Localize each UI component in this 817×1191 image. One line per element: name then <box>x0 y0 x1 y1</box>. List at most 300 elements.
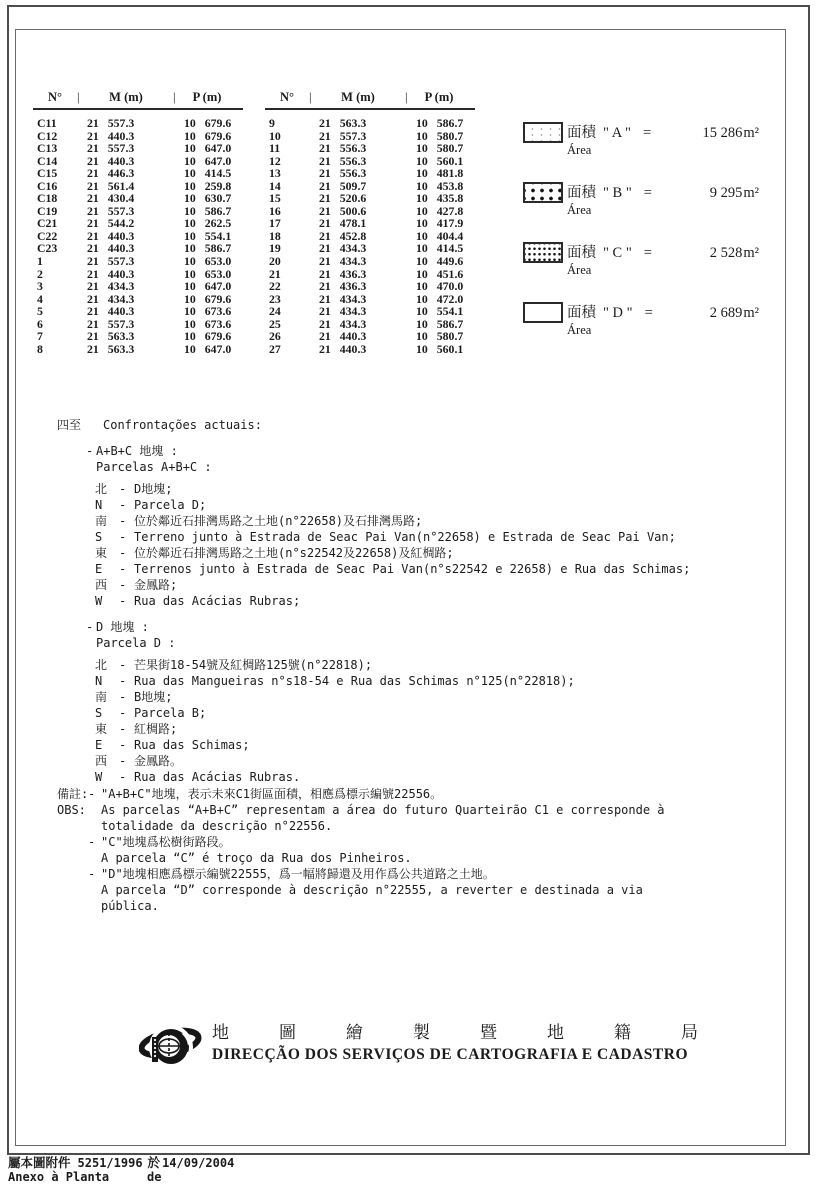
group-title-pt: Parcelas A+B+C : <box>96 460 212 474</box>
point-id: 16 <box>269 203 281 218</box>
point-id: C11 <box>37 116 57 130</box>
point-id: 17 <box>269 216 281 231</box>
point-id: 8 <box>37 341 43 356</box>
parcel-group-d <box>57 619 690 785</box>
remark-text: pública. <box>101 899 159 913</box>
point-id: C13 <box>37 141 58 156</box>
direction-tag: W <box>95 770 103 784</box>
m-value: 21 440.3 <box>87 153 135 168</box>
header-point-number: N° <box>279 90 295 104</box>
boundary-text: 金鳳路。 <box>134 754 183 768</box>
boundary-lines <box>57 657 690 785</box>
table-row <box>265 142 477 155</box>
point-id: 6 <box>37 316 43 331</box>
remark-text: totalidade da descrição n°22556. <box>101 819 333 833</box>
m-value: 21 434.3 <box>319 241 367 256</box>
dash <box>88 818 101 834</box>
header-p-coordinate: P (m) <box>424 90 454 104</box>
m-value: 21 557.3 <box>87 116 135 130</box>
point-id: 14 <box>269 178 281 193</box>
table-row <box>265 343 477 356</box>
legend-item <box>523 181 761 241</box>
remarks-section <box>57 786 665 914</box>
direction-tag: E <box>95 738 103 752</box>
table-header <box>265 90 475 110</box>
p-value: 10 481.8 <box>416 166 464 181</box>
point-id: 1 <box>37 254 43 269</box>
boundary-line <box>95 513 690 529</box>
m-value: 21 563.3 <box>319 116 367 130</box>
boundary-text: Parcela B; <box>134 706 207 720</box>
p-value: 10 554.1 <box>184 228 232 243</box>
table-body <box>265 117 477 355</box>
table-row <box>33 255 245 268</box>
direction-tag: S <box>95 706 103 720</box>
m-value: 21 434.3 <box>319 291 367 306</box>
point-id: C18 <box>37 191 58 206</box>
header-separator: | <box>173 90 176 104</box>
p-value: 10 427.8 <box>416 203 464 218</box>
legend-line <box>567 181 759 202</box>
table-row <box>265 280 477 293</box>
boundary-text: Terrenos junto à Estrada de Seac Pai Van(n°s22542 e 22658) e Rua das Schimas; <box>134 562 691 576</box>
m-value: 21 557.3 <box>87 316 135 331</box>
boundary-line <box>95 721 690 737</box>
p-value: 10 673.6 <box>184 316 232 331</box>
dash: - <box>88 787 96 801</box>
group-header-zh <box>86 619 690 635</box>
m-value: 21 557.3 <box>87 203 135 218</box>
point-id: 21 <box>269 266 281 281</box>
remark-text: "C"地塊爲松樹街路段。 <box>101 835 231 849</box>
header-separator: | <box>405 90 408 104</box>
point-id: 27 <box>269 341 281 356</box>
header-m-coordinate: M (m) <box>109 90 143 104</box>
table-row <box>265 167 477 180</box>
dash <box>88 898 101 914</box>
dash: - <box>119 530 127 544</box>
m-value: 21 556.3 <box>319 166 367 181</box>
m-value: 21 520.6 <box>319 191 367 206</box>
boundary-line <box>95 497 690 513</box>
remark-line <box>88 786 665 802</box>
header-separator: | <box>77 90 80 104</box>
point-id: 26 <box>269 329 281 344</box>
boundary-text: Rua das Mangueiras n°s18-54 e Rua das Schimas n°125(n°22818); <box>134 674 575 688</box>
p-value: 10 673.6 <box>184 304 232 319</box>
direction-tag: N <box>95 498 103 512</box>
p-value: 10 630.7 <box>184 191 232 206</box>
point-id: 11 <box>269 141 281 156</box>
dash <box>88 850 101 866</box>
area-label-pt: Área <box>567 263 592 277</box>
dash: - <box>86 620 94 634</box>
p-value: 10 560.1 <box>416 153 464 168</box>
equals-sign: = <box>644 305 653 321</box>
point-id: C23 <box>37 241 58 256</box>
p-value: 10 470.0 <box>416 279 464 294</box>
p-value: 10 647.0 <box>184 279 232 294</box>
direction-tag: 南 <box>95 690 108 704</box>
table-row <box>265 192 477 205</box>
p-value: 10 472.0 <box>416 291 464 306</box>
area-letter: " D " <box>603 305 633 321</box>
remark-text: "A+B+C"地塊，表示未來C1街區面積，相應爲標示編號22556。 <box>101 787 443 801</box>
dash <box>88 802 101 818</box>
m-value: 21 561.4 <box>87 178 135 193</box>
dash: - <box>119 690 127 704</box>
legend-text <box>567 241 759 278</box>
p-value: 10 417.9 <box>416 216 464 231</box>
area-label-pt: Área <box>567 323 592 337</box>
p-value: 10 679.6 <box>184 329 232 344</box>
area-pattern-swatch <box>523 302 563 323</box>
boundary-text: Rua das Acácias Rubras. <box>134 770 301 784</box>
direction-tag: 北 <box>95 482 108 496</box>
boundary-text: Parcela D; <box>134 498 207 512</box>
point-id: C14 <box>37 153 58 168</box>
point-id: C12 <box>37 128 58 143</box>
remark-text: "D"地塊相應爲標示編號22555，爲一幅將歸還及用作爲公共道路之土地。 <box>101 867 495 881</box>
direction-tag: E <box>95 562 103 576</box>
boundary-line <box>95 769 690 785</box>
boundary-line <box>95 529 690 545</box>
point-id: C15 <box>37 166 58 181</box>
agency-name-zh: 地 圖 繪 製 暨 地 籍 局 <box>212 1023 699 1042</box>
boundary-line <box>95 593 690 609</box>
direction-tag: 西 <box>95 754 108 768</box>
remark-line <box>88 898 665 914</box>
legend-line <box>567 121 759 142</box>
p-value: 10 580.7 <box>416 128 464 143</box>
area-label-zh: 面積 <box>567 245 596 261</box>
area-legend <box>523 121 761 361</box>
legend-text <box>567 181 759 218</box>
area-pattern-swatch <box>523 122 563 143</box>
table-row <box>33 117 245 130</box>
m-value: 21 436.3 <box>319 279 367 294</box>
group-title-zh: D 地塊 : <box>96 620 149 634</box>
point-id: 4 <box>37 291 43 306</box>
group-header-zh <box>86 443 690 459</box>
area-value: 9 295 <box>709 185 743 201</box>
boundary-text: B地塊; <box>134 690 173 704</box>
m-value: 21 557.3 <box>87 254 135 269</box>
dash: - <box>119 578 127 592</box>
direction-tag: 東 <box>95 546 108 560</box>
boundary-line <box>95 577 690 593</box>
legend-item <box>523 301 761 361</box>
remarks-lines <box>88 786 665 914</box>
remark-line <box>88 866 665 882</box>
m-value: 21 440.3 <box>319 341 367 356</box>
point-id: 3 <box>37 279 43 294</box>
group-title-pt: Parcela D : <box>96 636 176 650</box>
p-value: 10 586.7 <box>416 116 464 130</box>
point-id: 15 <box>269 191 281 206</box>
remark-line <box>88 802 665 818</box>
area-letter: " A " <box>603 125 631 141</box>
direction-tag: 東 <box>95 722 108 736</box>
m-value: 21 434.3 <box>319 316 367 331</box>
m-value: 21 434.3 <box>319 254 367 269</box>
boundary-text: 紅椆路; <box>134 722 178 736</box>
remarks-label-zh: 備註: <box>57 787 89 801</box>
point-id: 7 <box>37 329 43 344</box>
remark-line <box>88 850 665 866</box>
p-value: 10 586.7 <box>184 241 232 256</box>
boundary-line <box>95 561 690 577</box>
area-pattern-swatch <box>523 242 563 263</box>
direction-tag: W <box>95 594 103 608</box>
agency-block <box>0 1016 817 1086</box>
dash: - <box>119 562 127 576</box>
p-value: 10 586.7 <box>184 203 232 218</box>
p-value: 10 404.4 <box>416 228 464 243</box>
remarks-label-pt: OBS: <box>57 803 86 817</box>
dash: - <box>119 770 127 784</box>
p-value: 10 580.7 <box>416 329 464 344</box>
boundary-text: Rua das Acácias Rubras; <box>134 594 301 608</box>
p-value: 10 414.5 <box>416 241 464 256</box>
dash: - <box>119 706 127 720</box>
dash: - <box>86 444 94 458</box>
m-value: 21 500.6 <box>319 203 367 218</box>
m-value: 21 440.3 <box>87 304 135 319</box>
equals-sign: = <box>643 245 652 261</box>
remark-text: A parcela “D” corresponde à descrição n°22555, a reverter e destinada a via <box>101 883 643 897</box>
p-value: 10 451.6 <box>416 266 464 281</box>
direction-tag: S <box>95 530 103 544</box>
m-value: 21 440.3 <box>87 266 135 281</box>
legend-item <box>523 121 761 181</box>
dash: - <box>119 514 127 528</box>
p-value: 10 554.1 <box>416 304 464 319</box>
footer-line-pt <box>8 1170 234 1184</box>
remark-text: A parcela “C” é troço da Rua dos Pinheiros. <box>101 851 412 865</box>
dash: - <box>88 867 96 881</box>
legend-line <box>567 241 759 262</box>
remark-text: As parcelas “A+B+C” representam a área do futuro Quarteirão C1 e corresponde à <box>101 803 665 817</box>
table-row <box>33 192 245 205</box>
table-row <box>33 167 245 180</box>
area-letter: " C " <box>603 245 632 261</box>
boundary-line <box>95 737 690 753</box>
p-value: 10 580.7 <box>416 141 464 156</box>
point-id: 5 <box>37 304 43 319</box>
m-value: 21 440.3 <box>87 128 135 143</box>
table-body <box>33 117 245 355</box>
table-row <box>33 305 245 318</box>
boundary-line <box>95 689 690 705</box>
header-p-coordinate: P (m) <box>192 90 222 104</box>
confrontations-section <box>57 417 690 785</box>
table-row <box>33 280 245 293</box>
m-value: 21 434.3 <box>319 304 367 319</box>
p-value: 10 449.6 <box>416 254 464 269</box>
boundary-line <box>95 753 690 769</box>
point-id: C16 <box>37 178 58 193</box>
equals-sign: = <box>643 185 652 201</box>
remark-line <box>88 834 665 850</box>
legend-text <box>567 121 759 158</box>
header-point-number: N° <box>47 90 63 104</box>
table-row <box>265 117 477 130</box>
m-value: 21 430.4 <box>87 191 135 206</box>
point-id: 2 <box>37 266 43 281</box>
equals-sign: = <box>642 125 652 141</box>
table-row <box>265 305 477 318</box>
plan-date: 14/09/2004 <box>162 1156 235 1170</box>
boundary-line <box>95 705 690 721</box>
point-id: 10 <box>269 128 281 143</box>
m-value: 21 478.1 <box>319 216 367 231</box>
header-m-coordinate: M (m) <box>341 90 375 104</box>
p-value: 10 647.0 <box>184 141 232 156</box>
point-id: C22 <box>37 228 58 243</box>
footer-pt-de: de <box>147 1170 162 1184</box>
p-value: 10 414.5 <box>184 166 232 181</box>
coordinate-table-left <box>33 90 245 355</box>
area-value: 2 689 <box>709 305 743 321</box>
dash: - <box>119 658 127 672</box>
legend-text <box>567 301 759 338</box>
area-label-pt: Área <box>567 143 592 157</box>
group-title-zh: A+B+C 地塊 : <box>96 444 178 458</box>
area-letter: " B " <box>603 185 632 201</box>
table-row <box>265 255 477 268</box>
point-id: 25 <box>269 316 281 331</box>
direction-tag: 西 <box>95 578 108 592</box>
p-value: 10 560.1 <box>416 341 464 356</box>
dash: - <box>119 482 127 496</box>
p-value: 10 647.0 <box>184 341 232 356</box>
area-label-zh: 面積 <box>567 185 596 201</box>
area-unit: m² <box>743 245 759 261</box>
point-id: 24 <box>269 304 281 319</box>
m-value: 21 544.2 <box>87 216 135 231</box>
confrontations-title <box>57 417 690 433</box>
m-value: 21 563.3 <box>87 329 135 344</box>
m-value: 21 557.3 <box>87 141 135 156</box>
point-id: C21 <box>37 216 58 231</box>
dash <box>88 882 101 898</box>
area-value: 15 286 <box>702 125 743 141</box>
area-pattern-swatch <box>523 182 563 203</box>
p-value: 10 653.0 <box>184 254 232 269</box>
m-value: 21 557.3 <box>319 128 367 143</box>
p-value: 10 453.8 <box>416 178 464 193</box>
table-row <box>33 343 245 356</box>
boundary-text: 金鳳路; <box>134 578 178 592</box>
dash: - <box>88 835 96 849</box>
m-value: 21 440.3 <box>319 329 367 344</box>
p-value: 10 262.5 <box>184 216 232 231</box>
point-id: 19 <box>269 241 281 256</box>
dash: - <box>119 546 127 560</box>
dash: - <box>119 674 127 688</box>
point-id: 23 <box>269 291 281 306</box>
p-value: 10 586.7 <box>416 316 464 331</box>
m-value: 21 434.3 <box>87 291 135 306</box>
area-label-zh: 面積 <box>567 305 596 321</box>
m-value: 21 563.3 <box>87 341 135 356</box>
m-value: 21 556.3 <box>319 141 367 156</box>
boundary-text: D地塊; <box>134 482 173 496</box>
area-unit: m² <box>743 185 759 201</box>
m-value: 21 440.3 <box>87 228 135 243</box>
remark-line <box>88 818 665 834</box>
parcel-group-abc <box>57 443 690 609</box>
dash: - <box>119 594 127 608</box>
confrontations-title-pt: Confrontações actuais: <box>103 418 262 432</box>
table-row <box>265 330 477 343</box>
point-id: 18 <box>269 228 281 243</box>
p-value: 10 259.8 <box>184 178 232 193</box>
m-value: 21 434.3 <box>87 279 135 294</box>
point-id: 9 <box>269 116 275 130</box>
p-value: 10 653.0 <box>184 266 232 281</box>
direction-tag: N <box>95 674 103 688</box>
direction-tag: 北 <box>95 658 108 672</box>
legend-item <box>523 241 761 301</box>
direction-tag: 南 <box>95 514 108 528</box>
plan-annex-footer <box>8 1156 234 1184</box>
dash: - <box>119 738 127 752</box>
legend-line <box>567 301 759 322</box>
boundary-text: Rua das Schimas; <box>134 738 250 752</box>
area-value: 2 528 <box>709 245 743 261</box>
area-label-zh: 面積 <box>567 125 596 141</box>
table-row <box>33 142 245 155</box>
p-value: 10 679.6 <box>184 291 232 306</box>
m-value: 21 452.8 <box>319 228 367 243</box>
boundary-line <box>95 673 690 689</box>
area-unit: m² <box>743 125 759 141</box>
point-id: 20 <box>269 254 281 269</box>
m-value: 21 509.7 <box>319 178 367 193</box>
agency-names <box>212 1018 704 1064</box>
dash: - <box>119 498 127 512</box>
m-value: 21 446.3 <box>87 166 135 181</box>
header-separator: | <box>309 90 312 104</box>
boundary-line <box>95 481 690 497</box>
area-unit: m² <box>743 305 759 321</box>
boundary-text: 芒果街18-54號及紅椆路125號(n°22818); <box>134 658 373 672</box>
footer-line-zh <box>8 1156 234 1170</box>
m-value: 21 436.3 <box>319 266 367 281</box>
dash: - <box>119 722 127 736</box>
footer-zh-prefix: 屬本圖附件 <box>8 1156 71 1170</box>
p-value: 10 435.8 <box>416 191 464 206</box>
point-id: 13 <box>269 166 281 181</box>
remark-line <box>88 882 665 898</box>
table-row <box>33 330 245 343</box>
point-id: 22 <box>269 279 281 294</box>
point-id: C19 <box>37 203 58 218</box>
agency-name-pt: DIRECÇÃO DOS SERVIÇOS DE CARTOGRAFIA E CADASTRO <box>212 1046 689 1063</box>
boundary-lines <box>57 481 690 609</box>
footer-zh-at: 於 <box>147 1156 161 1170</box>
area-label-pt: Área <box>567 203 592 217</box>
p-value: 10 679.6 <box>184 128 232 143</box>
dash: - <box>119 754 127 768</box>
coordinate-table-right <box>265 90 477 355</box>
boundary-text: 位於鄰近石排灣馬路之土地(n°22658)及石排灣馬路; <box>134 514 423 528</box>
table-header <box>33 90 243 110</box>
dscc-logo-icon <box>139 1022 203 1079</box>
boundary-text: 位於鄰近石排灣馬路之土地(n°s22542及22658)及紅椆路; <box>134 546 454 560</box>
